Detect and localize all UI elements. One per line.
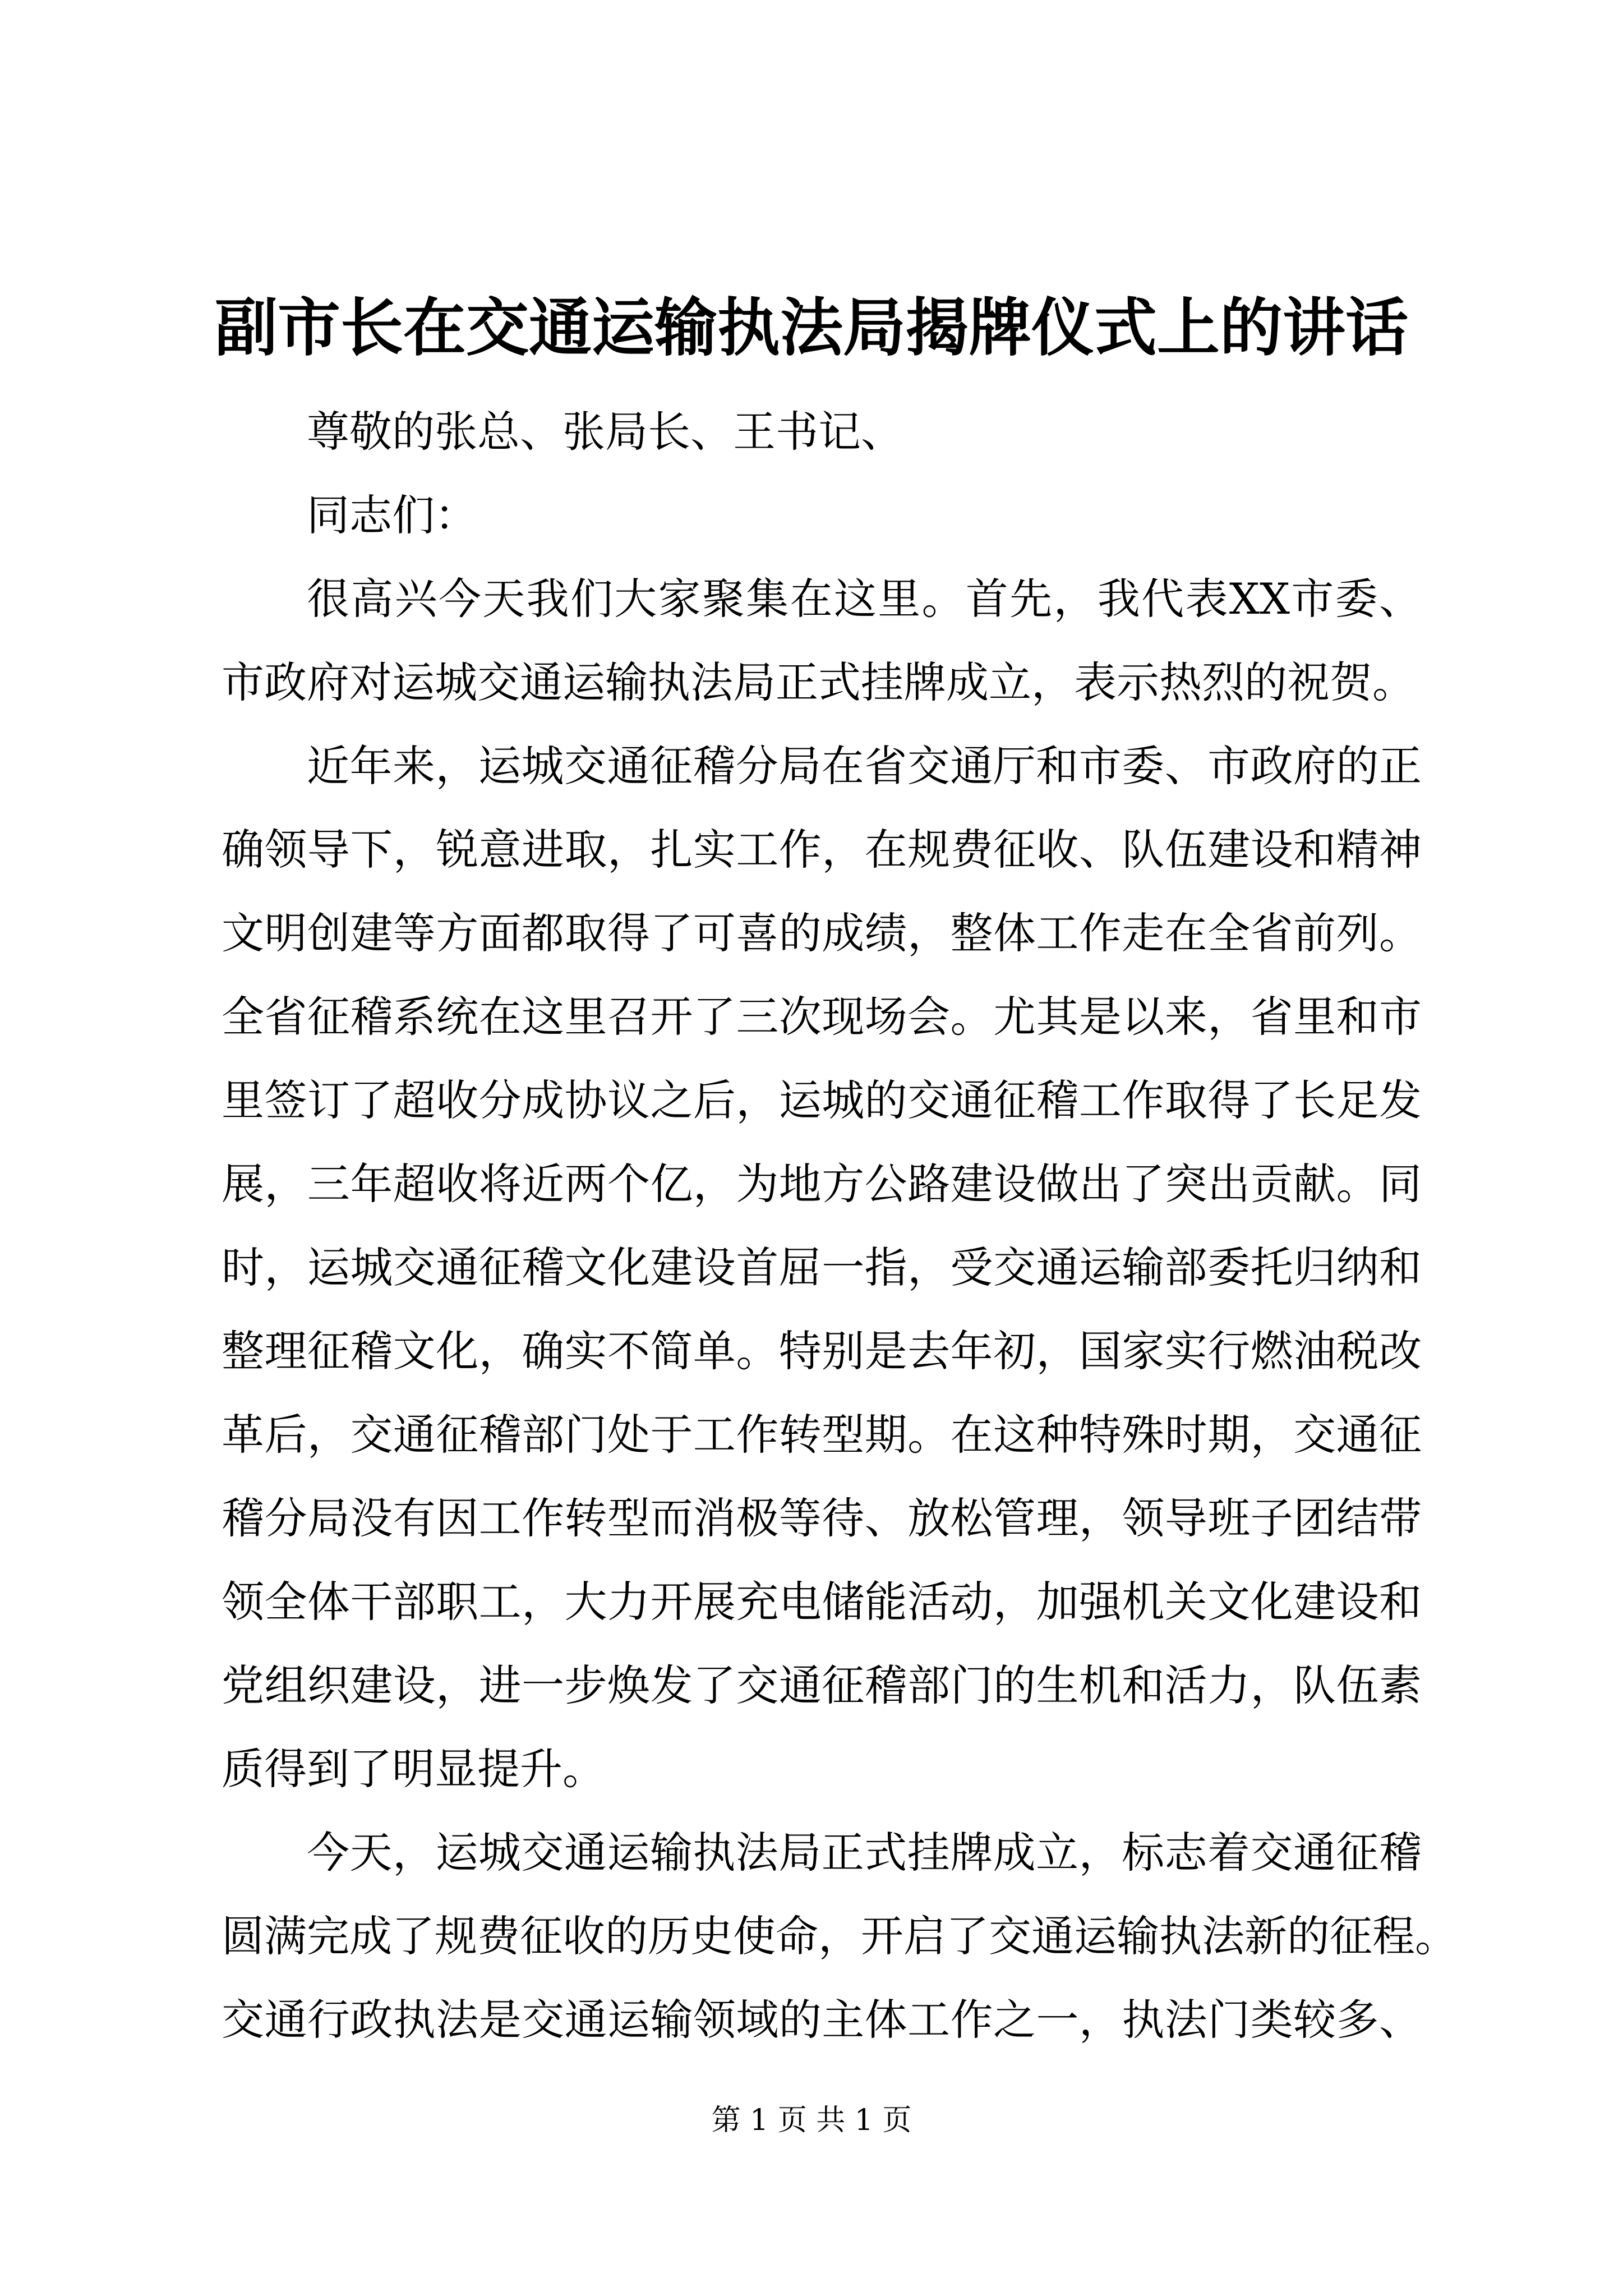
body-line: 里签订了超收分成协议之后，运城的交通征稽工作取得了长足发 [222,1075,1422,1125]
body-line: 近年来，运城交通征稽分局在省交通厅和市委、市政府的正 [307,741,1422,791]
body-line: 今天，运城交通运输执法局正式挂牌成立，标志着交通征稽 [307,1828,1422,1878]
body-line: 党组织建设，进一步焕发了交通征稽部门的生机和活力，队伍素 [222,1660,1422,1710]
body-line: 稽分局没有因工作转型而消极等待、放松管理，领导班子团结带 [222,1493,1422,1543]
body-line: 领全体干部职工，大力开展充电储能活动，加强机关文化建设和 [222,1577,1422,1627]
body-line: 文明创建等方面都取得了可喜的成绩，整体工作走在全省前列。 [222,908,1422,958]
document-body [222,390,1458,2062]
document-title: 副市长在交通运输执法局揭牌仪式上的讲话 [215,292,1408,365]
body-line: 整理征稽文化，确实不简单。特别是去年初，国家实行燃油税改 [222,1326,1422,1376]
body-line: 交通行政执法是交通运输领域的主体工作之一，执法门类较多、 [222,1995,1422,2045]
page-footer: 第 1 页 共 1 页 [711,2104,912,2137]
body-line: 确领导下，锐意进取，扎实工作，在规费征收、队伍建设和精神 [222,825,1422,875]
body-line: 展，三年超收将近两个亿，为地方公路建设做出了突出贡献。同 [222,1159,1422,1209]
body-line: 很高兴今天我们大家聚集在这里。首先，我代表XX市委、 [307,574,1422,624]
body-line: 质得到了明显提升。 [222,1744,605,1794]
body-line: 尊敬的张总、张局长、王书记、 [307,407,903,457]
body-line: 市政府对运城交通运输执法局正式挂牌成立，表示热烈的祝贺。 [222,657,1415,707]
body-line: 全省征稽系统在这里召开了三次现场会。尤其是以来，省里和市 [222,992,1422,1042]
body-line: 革后，交通征稽部门处于工作转型期。在这种特殊时期，交通征 [222,1410,1422,1460]
body-line: 同志们： [307,490,477,540]
body-line: 圆满完成了规费征收的历史使命，开启了交通运输执法新的征程。 [222,1911,1458,1961]
body-line: 时，运城交通征稽文化建设首屈一指，受交通运输部委托归纳和 [222,1243,1422,1292]
